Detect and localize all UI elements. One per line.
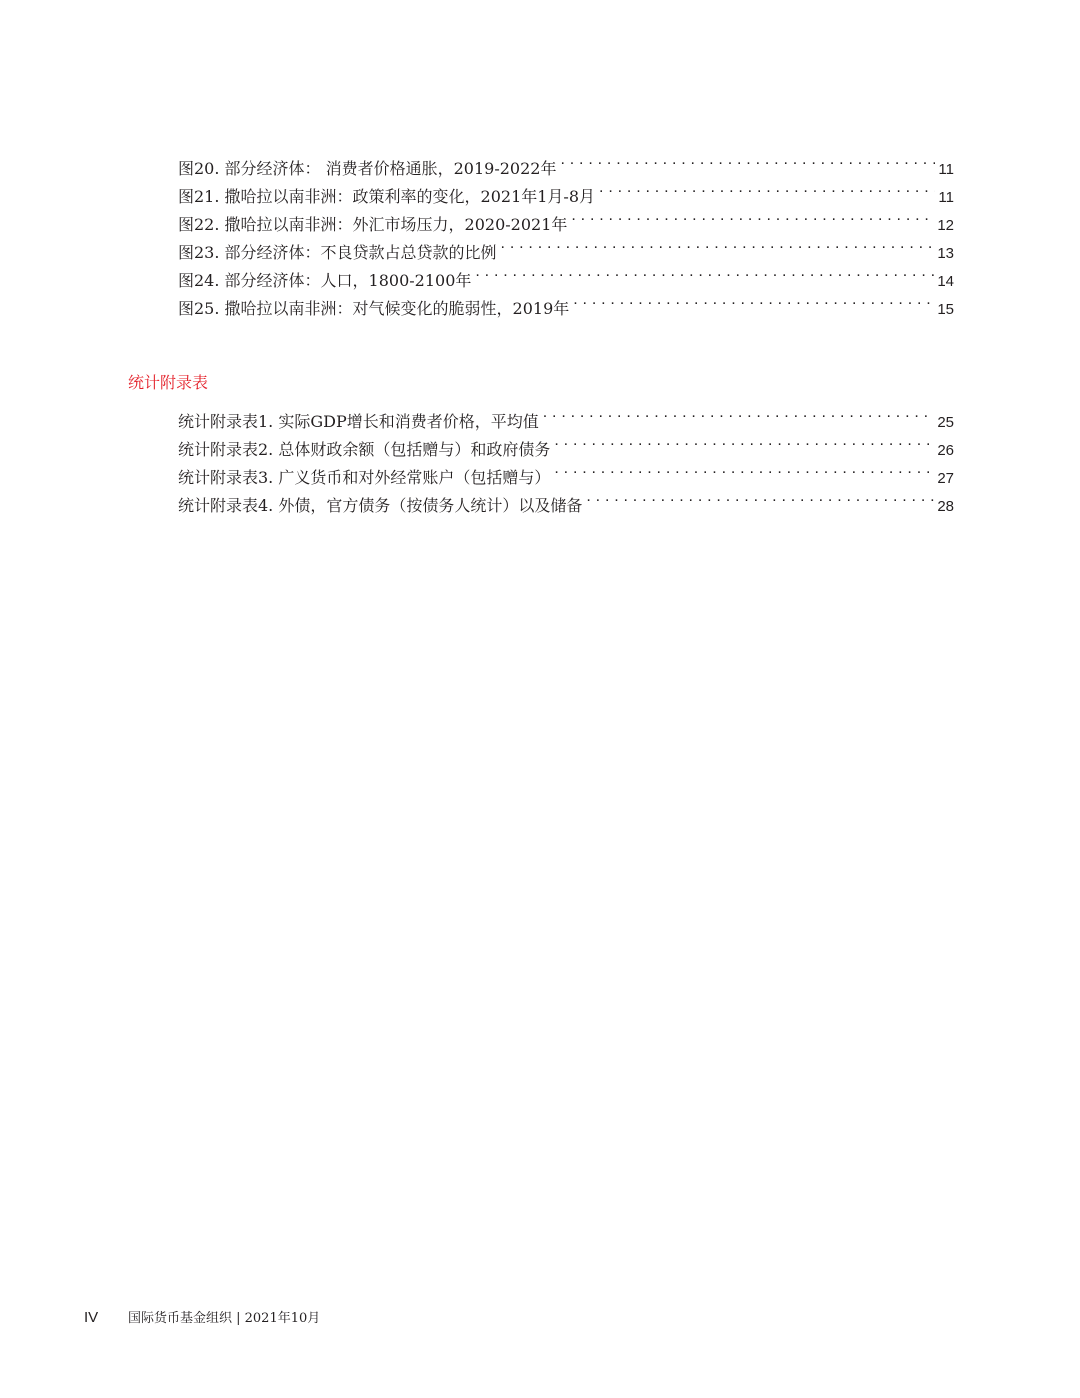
toc-entry-title: 图24. 部分经济体：人口，1800-2100年 (178, 271, 472, 290)
toc-entry-title: 图21. 撒哈拉以南非洲：政策利率的变化，2021年1月-8月 (178, 187, 596, 206)
toc-entry-page: 26 (937, 442, 954, 459)
toc-entry-page: 27 (937, 470, 954, 487)
toc-entry-page: 13 (937, 245, 954, 262)
figure-list (178, 146, 954, 318)
dot-leader (554, 427, 934, 455)
dot-leader (560, 146, 935, 174)
toc-entry-page: 11 (938, 161, 954, 178)
dot-leader (599, 174, 935, 202)
toc-entry-page: 28 (937, 498, 954, 515)
footer-page-number: IV (84, 1309, 99, 1326)
footer-publication-info: 国际货币基金组织 | 2021年10月 (128, 1311, 321, 1326)
toc-entry-page: 11 (938, 189, 954, 206)
toc-entry-page: 12 (937, 217, 954, 234)
dot-leader (586, 483, 934, 511)
toc-entry-title: 统计附录表3. 广义货币和对外经常账户（包括赠与） (178, 468, 551, 487)
dot-leader (573, 286, 934, 314)
dot-leader (554, 455, 934, 483)
toc-entry-title: 图25. 撒哈拉以南非洲：对气候变化的脆弱性，2019年 (178, 299, 570, 318)
section-heading-statistical-appendix: 统计附录表 (128, 375, 209, 392)
toc-entry-title: 图23. 部分经济体：不良贷款占总贷款的比例 (178, 243, 497, 262)
toc-entry-title: 统计附录表2. 总体财政余额（包括赠与）和政府债务 (178, 440, 551, 459)
dot-leader (501, 230, 935, 258)
toc-entry-title: 统计附录表4. 外债，官方债务（按债务人统计）以及储备 (178, 496, 583, 515)
page-footer (84, 1307, 320, 1326)
appendix-table-list (178, 399, 954, 515)
toc-entry-page: 14 (937, 273, 954, 290)
toc-entry-title: 统计附录表1. 实际GDP增长和消费者价格，平均值 (178, 412, 539, 431)
toc-entry-appendix-table-1[interactable] (178, 399, 954, 431)
dot-leader (475, 258, 934, 286)
toc-entry-page: 15 (937, 301, 954, 318)
toc-entry-page: 25 (937, 414, 954, 431)
toc-entry-figure-20[interactable] (178, 146, 954, 178)
toc-entry-title: 图22. 撒哈拉以南非洲：外汇市场压力，2020-2021年 (178, 215, 568, 234)
dot-leader (571, 202, 934, 230)
toc-entry-title: 图20. 部分经济体： 消费者价格通胀，2019-2022年 (178, 159, 557, 178)
dot-leader (543, 399, 935, 427)
